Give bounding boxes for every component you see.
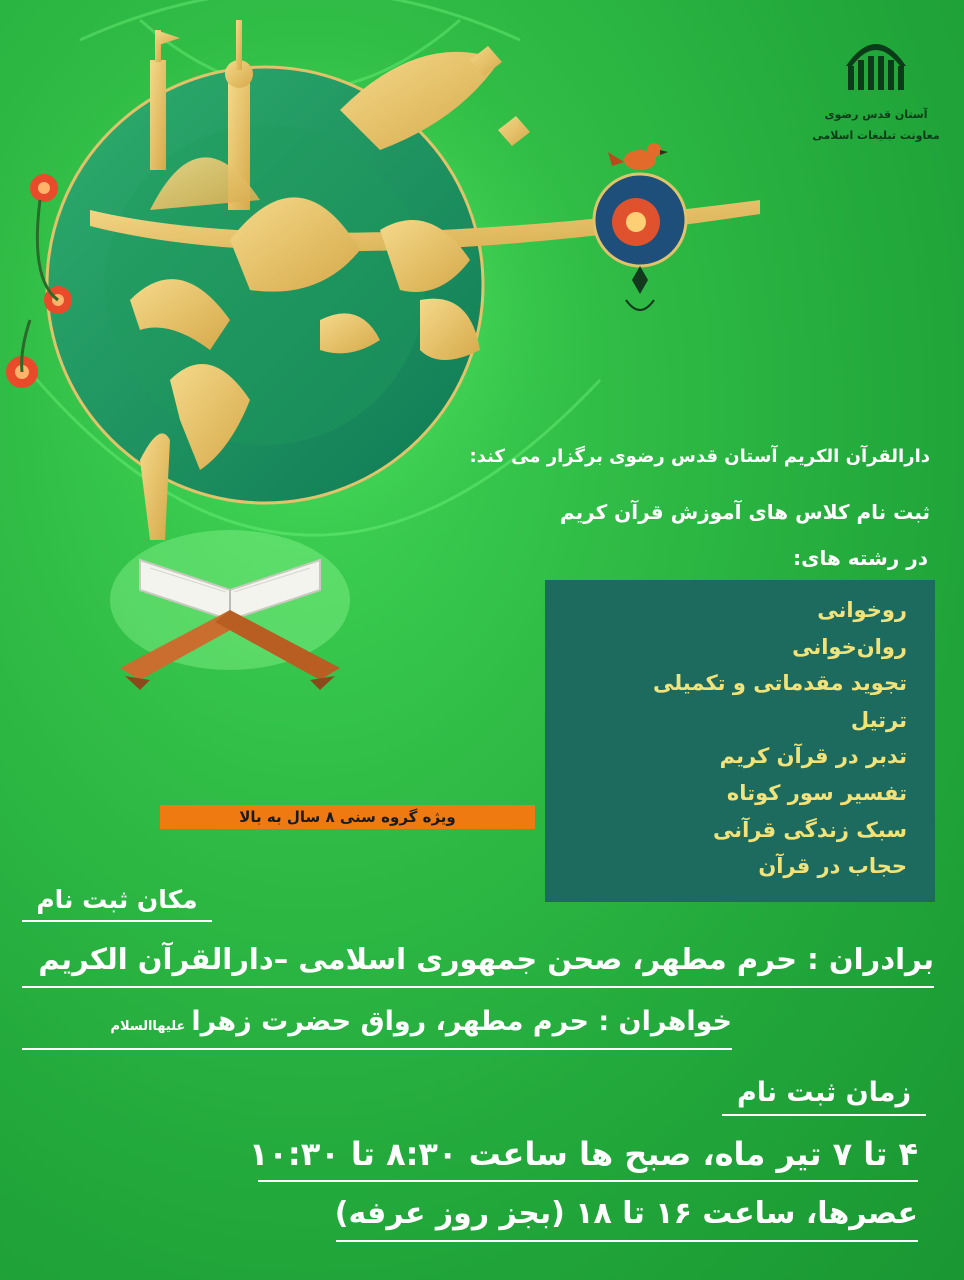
place-title: مکان ثبت نام [22, 880, 212, 922]
course-item: تجوید مقدماتی و تکمیلی [652, 671, 907, 696]
course-item: ترتیل [850, 707, 907, 732]
course-item: روان‌خوانی [792, 634, 907, 659]
time-title: زمان ثبت نام [722, 1072, 926, 1116]
bird-icon [608, 143, 668, 170]
organization-logo [806, 30, 946, 170]
sisters-location [22, 1000, 732, 1050]
course-item: حجاب در قرآن [758, 854, 907, 879]
brothers-location: برادران : حرم مطهر، صحن جمهوری اسلامی –دارالقرآن الکریم [22, 936, 934, 988]
organization-name: آستان قدس رضوی [824, 108, 928, 121]
department-name: معاونت تبلیغات اسلامی [812, 129, 940, 142]
organizer-line: دارالقرآن الکریم آستان قدس رضوی برگزار می کند: [469, 446, 930, 467]
shrine-logo-icon [838, 30, 914, 94]
morning-hours: ۴ تا ۷ تیر ماه، صبح ها ساعت ۸:۳۰ تا ۱۰:۳۰ [258, 1130, 918, 1182]
course-item: سبک زندگی قرآنی [712, 817, 907, 842]
afternoon-hours: عصرها، ساعت ۱۶ تا ۱۸ (بجز روز عرفه) [336, 1190, 918, 1242]
course-item: روخوانی [817, 598, 907, 622]
registration-line: ثبت نام کلاس های آموزش قرآن کریم [559, 500, 930, 524]
course-item: تدبر در قرآن کریم [719, 744, 907, 769]
quran-on-stand-icon [110, 530, 350, 690]
sisters-location-text: خواهران : حرم مطهر، رواق حضرت زهرا [191, 1006, 732, 1037]
course-list-panel [545, 580, 935, 902]
course-item: تفسیر سور کوتاه [726, 780, 907, 805]
honorific: علیهاالسلام [110, 1019, 186, 1034]
fields-label: در رشته های: [793, 546, 928, 570]
age-group-badge: ویژه گروه سنی ۸ سال به بالا [160, 805, 535, 829]
